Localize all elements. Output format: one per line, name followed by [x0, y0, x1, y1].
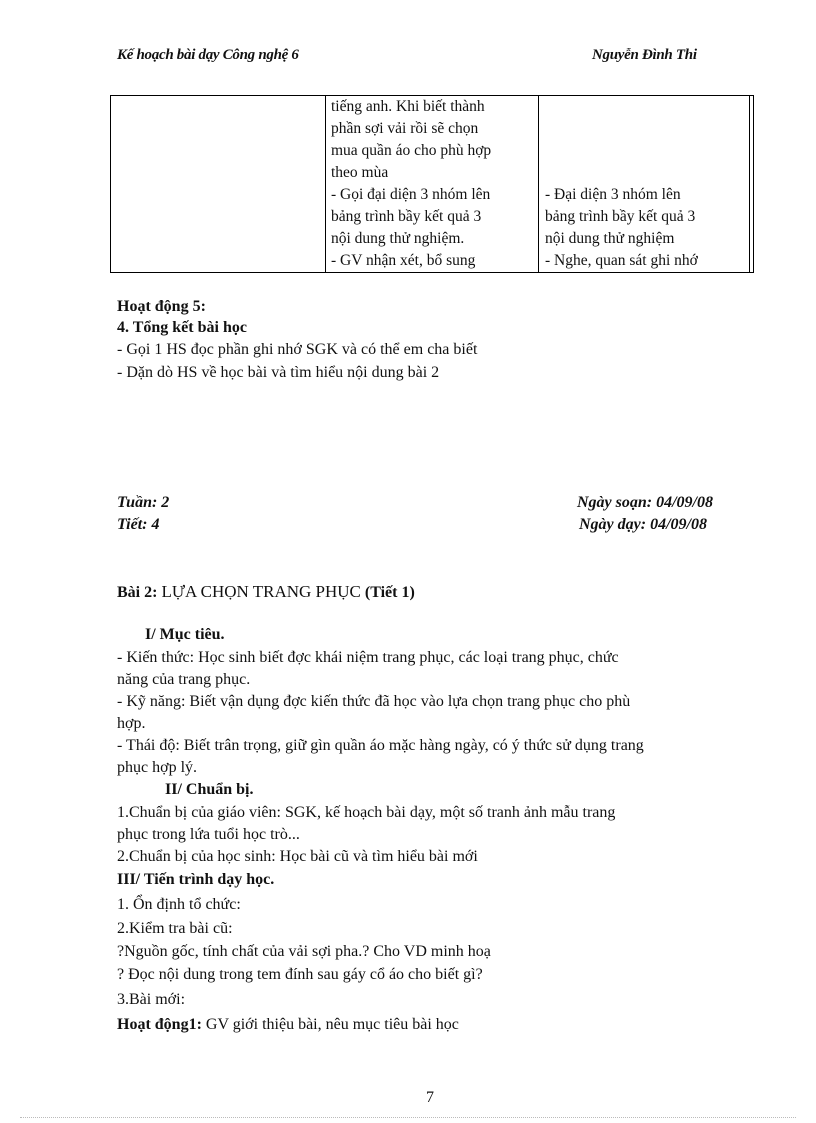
table-line: tiếng anh. Khi biết thành	[331, 98, 485, 115]
summary-heading: 4. Tổng kết bài học	[117, 319, 247, 336]
header-left: Kế hoạch bài dạy Công nghệ 6	[117, 47, 299, 63]
table-line: bảng trình bầy kết quả 3	[545, 208, 696, 225]
activity5-title: Hoạt động 5:	[117, 298, 206, 315]
table-cell-teacher	[331, 96, 491, 272]
table-line: - GV nhận xét, bổ sung	[331, 252, 476, 269]
objective-line: phục hợp lý.	[117, 759, 198, 776]
table-line: - Nghe, quan sát ghi nhớ	[545, 252, 698, 269]
preparation-line: 2.Chuẩn bị của học sinh: Học bài cũ và tìm hiểu bài mới	[117, 848, 478, 865]
table-line: - Đại diện 3 nhóm lên	[545, 186, 681, 203]
lesson-label: Bài 2:	[117, 584, 158, 601]
process-line: 3.Bài mới:	[117, 991, 186, 1008]
objective-line: - Kiến thức: Học sinh biết đợc khái niệm trang phục, các loại trang phục, chức	[117, 649, 619, 666]
period-label: Tiết: 4	[117, 516, 160, 533]
lesson-title	[117, 582, 415, 602]
summary-line: - Dặn dò HS về học bài và tìm hiểu nội dung bài 2	[117, 364, 440, 381]
activity1-text: GV giới thiệu bài, nêu mục tiêu bài học	[201, 1016, 459, 1033]
header-right: Nguyễn Đình Thi	[592, 47, 697, 63]
process-line: 1. Ổn định tổ chức:	[117, 896, 241, 913]
page-footer-divider	[20, 1117, 796, 1118]
activity1-line	[117, 1016, 459, 1034]
table-divider	[325, 96, 326, 272]
table-line: - Gọi đại diện 3 nhóm lên	[331, 186, 491, 203]
summary-line: - Gọi 1 HS đọc phần ghi nhớ SGK và có thể em cha biết	[117, 341, 478, 358]
table-line: phần sợi vải rồi sẽ chọn	[331, 120, 479, 137]
lesson-part: (Tiết 1)	[364, 584, 415, 601]
process-line: ? Đọc nội dung trong tem đính sau gáy cổ áo cho biết gì?	[117, 966, 483, 983]
page-number: 7	[426, 1089, 434, 1106]
table-line: theo mùa	[331, 164, 389, 181]
process-line: ?Nguồn gốc, tính chất của vải sợi pha.? Cho VD minh hoạ	[117, 943, 491, 960]
activity1-label: Hoạt động1:	[117, 1016, 202, 1033]
table-divider	[538, 96, 539, 272]
table-line: nội dung thử nghiệm	[545, 230, 675, 247]
table-line: nội dung thử nghiệm.	[331, 230, 465, 247]
activity-table	[110, 95, 754, 273]
table-line: bảng trình bầy kết quả 3	[331, 208, 482, 225]
objective-line: - Kỹ năng: Biết vận dụng đợc kiến thức đã học vào lựa chọn trang phục cho phù	[117, 693, 631, 710]
process-line: 2.Kiểm tra bài cũ:	[117, 920, 233, 937]
process-heading: III/ Tiến trình dạy học.	[117, 871, 275, 888]
objective-line: - Thái độ: Biết trân trọng, giữ gìn quần áo mặc hàng ngày, có ý thức sử dụng trang	[117, 737, 644, 754]
objectives-heading: I/ Mục tiêu.	[145, 626, 225, 643]
week-label: Tuần: 2	[117, 494, 170, 511]
prep-date: Ngày soạn: 04/09/08	[577, 494, 713, 511]
preparation-line: 1.Chuẩn bị của giáo viên: SGK, kế hoạch bài dạy, một số tranh ảnh mẫu trang	[117, 804, 616, 821]
table-double-border	[749, 96, 750, 272]
table-cell-student	[545, 184, 698, 272]
objective-line: hợp.	[117, 715, 146, 732]
objective-line: năng của trang phục.	[117, 671, 251, 688]
lesson-name: LỰA CHỌN TRANG PHỤC	[161, 582, 361, 601]
preparation-heading: II/ Chuẩn bị.	[165, 781, 254, 798]
teach-date: Ngày dạy: 04/09/08	[579, 516, 707, 533]
preparation-line: phục trong lứa tuổi học trò...	[117, 826, 300, 843]
table-line: mua quần áo cho phù hợp	[331, 142, 492, 159]
